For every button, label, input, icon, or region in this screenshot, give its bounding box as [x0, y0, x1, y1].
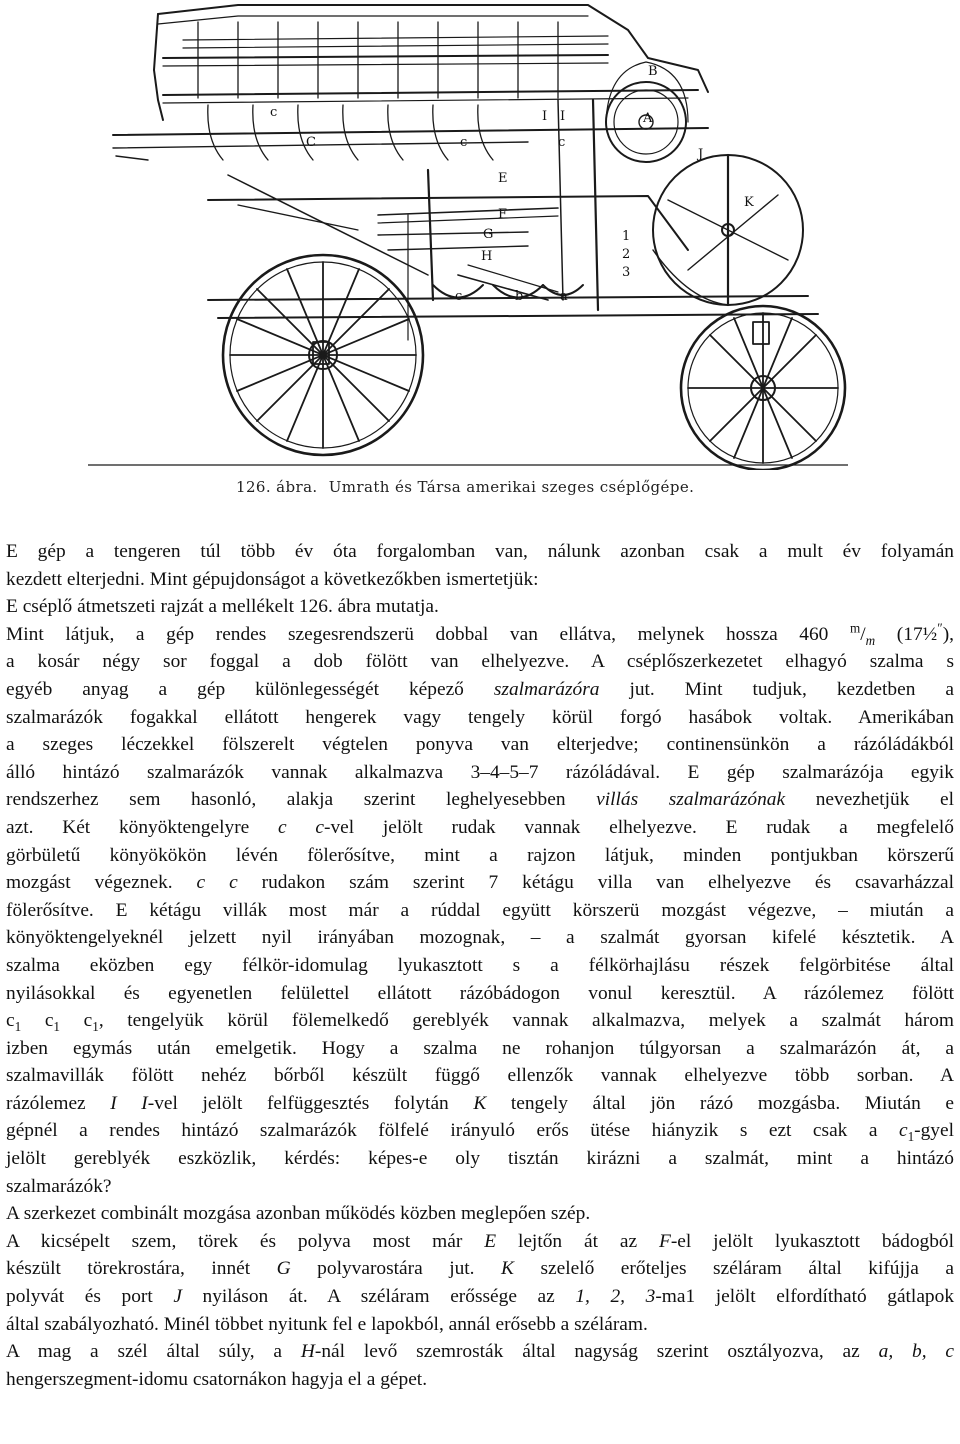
threshing-machine-illustration — [88, 0, 848, 470]
text-line: azt. Két könyöktengelyre c c-vel jelölt rudak vannak elhelyezve. E rudak a megfelelő — [6, 816, 954, 838]
fig-label-c2: c — [460, 135, 468, 150]
fig-label-H: H — [481, 249, 493, 264]
text-line: fölerősítve. E kétágu villák most már a rúddal együtt körszerü mozgást végezve, – miután a — [6, 899, 954, 921]
fig-label-I-right: I — [560, 109, 566, 124]
text-line: szalma eközben egy félkör-idomulag lyukasztott s a félkörhajlásu részek felgörbitése által — [6, 954, 954, 976]
fig-label-K: K — [744, 195, 754, 210]
text-line: kezdett elterjedni. Mint gépujdonságot a következőkben ismertetjük: — [6, 568, 539, 590]
fig-label-G: G — [483, 227, 494, 242]
text-line: Mint látjuk, a gép rendes szegesrendszerü dobbal van ellátva, melynek hossza 460 $^m/_m$ (17½″), — [6, 620, 954, 648]
fig-label-C: C — [306, 135, 316, 150]
fig-label-2: 2 — [622, 247, 631, 262]
text-line: álló hintázó szalmarázók vannak alkalmazva 3–4–5–7 rázóládával. E gép szalmarázója egyik — [6, 761, 954, 783]
text-line: E gép a tengeren túl több év óta forgalomban van, nálunk azonban csak a mult év folyamán — [6, 541, 954, 562]
paragraph-4 — [6, 1200, 954, 1228]
fig-label-B: B — [648, 64, 658, 79]
text-line: polyvát és port J nyiláson át. A széláram erőssége az 1, 2, 3-ma1 jelölt elfordítható gátlapok — [6, 1286, 955, 1308]
text-line: görbületű könyökökön lévén fölerősítve, mint a rajzon látjuk, minden pontjukban körszerű — [6, 844, 954, 866]
fig-label-c1: c — [270, 105, 278, 120]
text-line: könyöktengelyeknél jelzett nyil irányában mozognak, – a szalmát gyorsan kifelé késztetik. A — [6, 927, 954, 949]
text-line: szalmarázók fogakkal ellátott hengerek vagy tengely körül forgó hasábok voltak. Amerikában — [6, 706, 954, 728]
text-line: a szeges léczekkel fölszerelt végtelen ponyva van elterjedve; continensünkön a rázóládákból — [6, 734, 954, 756]
text-line: nyilásokkal és egyenetlen felülettel ellátott rázóbádogon vonul keresztül. A rázólemez fölött — [6, 982, 954, 1004]
fig-label-A: A — [643, 111, 653, 126]
fig-label-E: E — [498, 171, 508, 186]
emphasis: villás szalmarázónak — [596, 789, 786, 811]
fig-label-c: c — [455, 289, 463, 304]
text-line: E cséplő átmetszeti rajzát a mellékelt 126. ábra mutatja. — [6, 596, 439, 618]
paragraph-5 — [6, 1228, 954, 1338]
text-line: jelölt gereblyék eszközlik, kérdés: képes-e oly tisztán kirázni a szalmát, mint a hintázó — [6, 1148, 954, 1170]
text-line: rendszerhez sem hasonló, alakja szerint leghelyesebben villás szalmarázónak nevezhetjük el — [6, 789, 954, 811]
text-line: izben egymás után emelgetik. Hogy a szalma ne rohanjon túlgyorsan a szalmarázón át, a — [6, 1037, 954, 1059]
text-line: szalmavillák fölött nehéz bőrből készült függő ellenzők vannak elhelyezve több sorban. A — [6, 1065, 954, 1087]
fig-label-c3: c — [558, 135, 566, 150]
figure-caption-text: Umrath és Társa amerikai szeges cséplőgépe. — [328, 478, 695, 496]
text-line: A mag a szél által súly, a H-nál levő szemrosták által nagyság szerint osztályozva, az a, b, c — [6, 1341, 955, 1363]
fig-label-J: J — [698, 147, 704, 162]
emphasis: c c — [196, 872, 238, 894]
paragraph-2 — [6, 593, 954, 621]
text-line: a kosár négy sor foggal a dob fölött van elhelyezve. A cséplőszerkezetet elhagyó szalma s — [6, 651, 954, 673]
text-line: A szerkezet combinált mozgása azonban működés közben meglepően szép. — [6, 1203, 591, 1225]
article-body — [6, 538, 954, 1393]
fig-label-a: a — [560, 289, 568, 304]
emphasis: szalmarázóra — [493, 678, 600, 700]
fig-label-3: 3 — [622, 265, 631, 280]
text-line: $c_1$ $c_1$ $c_1$, tengelyük körül fölemelkedő gereblyék vannak alkalmazva, melyek a szalmát három — [6, 1010, 954, 1034]
text-line: által szabályozható. Minél többet nyitunk fel e lapokból, annál erősebb a széláram. — [6, 1313, 648, 1335]
fig-label-I-left: I — [542, 109, 548, 124]
figure-number: 126. ábra. — [236, 478, 318, 496]
fig-label-F: F — [498, 207, 508, 222]
paragraph-6 — [6, 1338, 954, 1393]
figure-caption — [236, 478, 756, 496]
text-line: egyéb anyag a gép különlegességét képező szalmarázóra jut. Mint tudjuk, kezdetben a — [6, 678, 955, 700]
text-line: készült törekrostára, innét G polyvarostára jut. K szelelő erőteljes széláram által kifújja a — [6, 1258, 954, 1280]
fig-label-1: 1 — [622, 229, 631, 244]
text-line: szalmarázók? — [6, 1175, 112, 1197]
text-line: mozgást végeznek. c c rudakon szám szerint 7 kétágu villa van elhelyezve és csavarházzal — [6, 872, 955, 894]
emphasis: 1, 2, 3 — [575, 1286, 656, 1308]
text-line: gépnél a rendes hintázó szalmarázók fölfelé irányuló erős ütése hiányzik s ezt csak a $c_1$-gyel — [6, 1120, 954, 1145]
paragraph-3 — [6, 621, 954, 1200]
text-line: rázólemez I I-vel jelölt felfüggesztés folytán K tengely által jön rázó mozgásba. Miután e — [6, 1092, 954, 1114]
text-line: A kicsépelt szem, törek és polyva most már E lejtőn át az F-el jelölt lyukasztott bádogból — [6, 1230, 955, 1252]
paragraph-1 — [6, 538, 954, 593]
text-line: hengerszegment-idomu csatornákon hagyja el a gépet. — [6, 1368, 428, 1390]
fig-label-b: b — [515, 289, 524, 304]
emphasis: c c — [278, 816, 324, 838]
emphasis: a, b, c — [878, 1341, 955, 1363]
emphasis: I I — [110, 1092, 148, 1114]
